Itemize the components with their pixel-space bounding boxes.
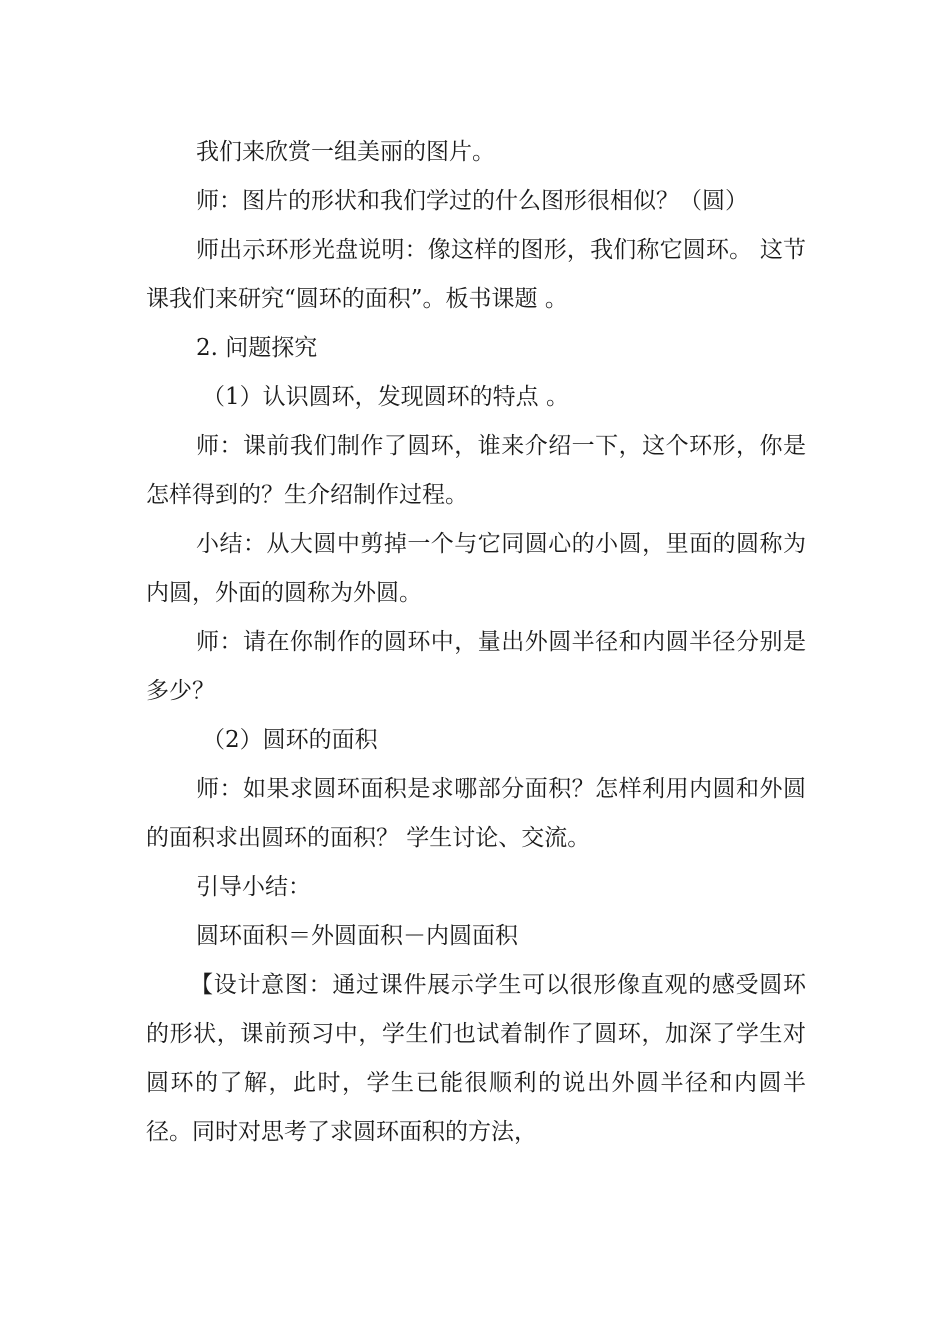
subheading-ring-area: （2）圆环的面积 [202,727,378,753]
subheading-recognize-ring: （1）认识圆环，发现圆环的特点 。 [202,384,569,410]
paragraph-area-question: 师：如果求圆环面积是求哪部分面积？怎样利用内圆和外圆的面积求出圆环的面积？ 学生讨论、交流。 [146,776,806,851]
document-body [146,128,806,1157]
paragraph-measure-radius: 师：请在你制作的圆环中，量出外圆半径和内圆半径分别是多少？ [146,629,806,704]
paragraph-making-ring: 师：课前我们制作了圆环，谁来介绍一下，这个环形，你是怎样得到的？生介绍制作过程。 [146,433,806,508]
paragraph-design-intent: 【设计意图：通过课件展示学生可以很形像直观的感受圆环的形状，课前预习中，学生们也试着制作了圆环，加深了学生对圆环的了解，此时，学生已能很顺利的说出外圆半径和内圆半径。同时对思考了求圆环面积的方法， [146,972,806,1145]
paragraph-teacher-question: 师：图片的形状和我们学过的什么图形很相似？（圆） [196,188,748,214]
section-heading-problem-inquiry: 2. 问题探究 [196,335,318,361]
paragraph-guided-summary: 引导小结： [196,874,311,900]
paragraph-ring-intro: 师出示环形光盘说明：像这样的图形，我们称它圆环。 这节课我们来研究“圆环的面积”。板书课题 。 [146,237,806,312]
paragraph-summary-circles: 小结：从大圆中剪掉一个与它同圆心的小圆，里面的圆称为内圆，外面的圆称为外圆。 [146,531,806,606]
paragraph-intro: 我们来欣赏一组美丽的图片。 [196,139,495,165]
paragraph-area-formula: 圆环面积＝外圆面积－内圆面积 [196,923,518,949]
